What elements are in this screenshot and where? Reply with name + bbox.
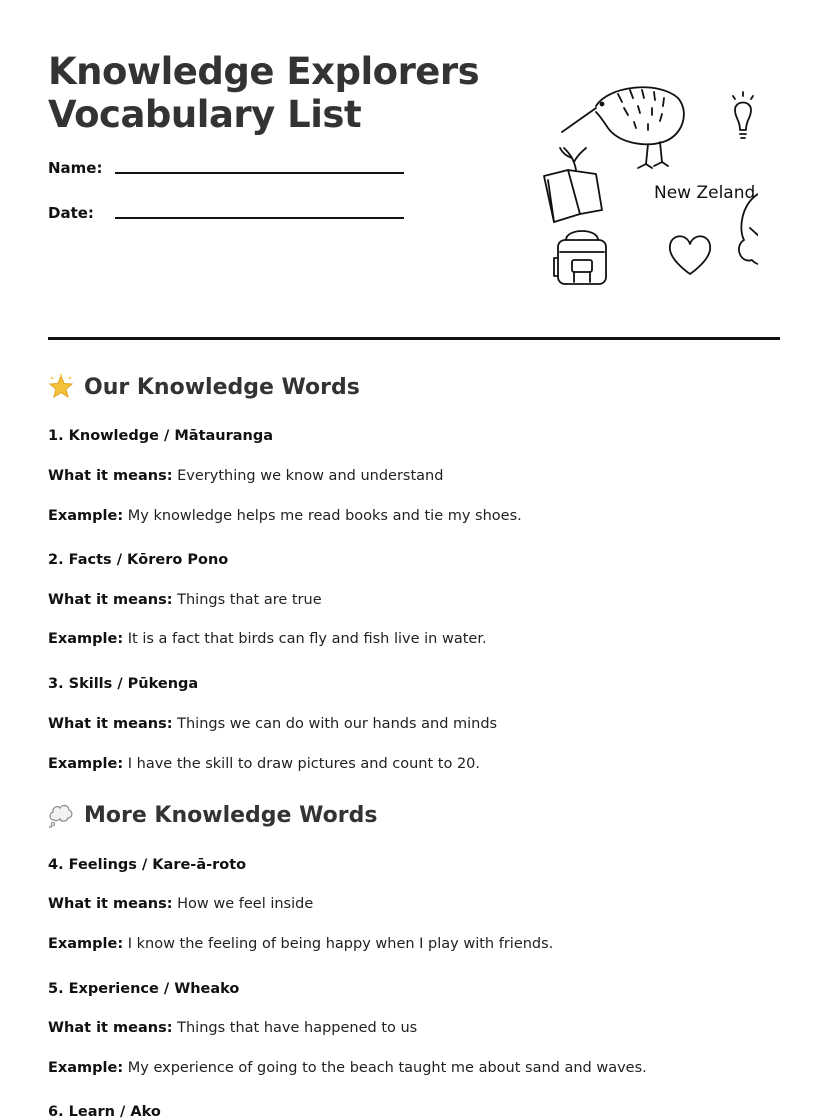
meaning-text: Things we can do with our hands and minds [177,716,498,732]
word-meaning [48,1020,417,1036]
page-title [48,50,479,136]
word-example [48,756,480,772]
date-field [48,204,115,222]
star-icon [48,374,74,400]
lightbulb-icon [733,92,753,138]
example-label: Example: [48,631,124,647]
name-label: Name: [48,159,103,177]
date-write-line[interactable] [115,217,404,219]
thought-bubble-icon [48,802,74,828]
word-term: 2. Facts / Kōrero Pono [48,552,229,568]
word-example [48,936,553,952]
word-example [48,508,522,524]
word-term: 1. Knowledge / Mātauranga [48,428,274,444]
word-meaning [48,468,443,484]
example-text: My experience of going to the beach taught me about sand and waves. [127,1060,647,1076]
meaning-text: Things that have happened to us [177,1020,418,1036]
word-term: 4. Feelings / Kare-ā-roto [48,857,247,873]
tree-icon [739,194,758,284]
example-label: Example: [48,936,124,952]
section-heading-text: Our Knowledge Words [84,374,360,400]
name-field [48,159,115,177]
section-heading-more-words [48,802,377,828]
example-label: Example: [48,508,124,524]
illustration-caption: New Zeland [654,183,756,203]
title-line-1: Knowledge Explorers [48,50,480,93]
word-term: 6. Learn / Ako [48,1104,161,1120]
meaning-text: Things that are true [177,592,322,608]
book-icon [544,148,602,222]
date-label: Date: [48,204,94,222]
meaning-text: How we feel inside [177,896,314,912]
heart-icon [670,236,710,274]
example-label: Example: [48,756,124,772]
example-text: My knowledge helps me read books and tie my shoes. [127,508,522,524]
meaning-label: What it means: [48,592,173,608]
word-term: 5. Experience / Wheako [48,981,240,997]
word-meaning [48,896,313,912]
section-heading-our-words [48,374,360,400]
new-zealand-illustration [538,78,758,288]
example-text: It is a fact that birds can fly and fish live in water. [127,631,487,647]
word-meaning [48,592,322,608]
section-heading-text: More Knowledge Words [84,802,378,828]
meaning-text: Everything we know and understand [177,468,444,484]
meaning-label: What it means: [48,1020,173,1036]
header-divider [48,337,780,340]
example-text: I have the skill to draw pictures and count to 20. [127,756,480,772]
meaning-label: What it means: [48,716,173,732]
kiwi-bird-icon [562,87,684,168]
backpack-icon [554,231,606,284]
word-example [48,1060,647,1076]
example-text: I know the feeling of being happy when I play with friends. [127,936,554,952]
title-line-2: Vocabulary List [48,93,362,136]
example-label: Example: [48,1060,124,1076]
name-write-line[interactable] [115,172,404,174]
word-term: 3. Skills / Pūkenga [48,676,199,692]
word-meaning [48,716,497,732]
meaning-label: What it means: [48,896,173,912]
meaning-label: What it means: [48,468,173,484]
word-example [48,631,487,647]
